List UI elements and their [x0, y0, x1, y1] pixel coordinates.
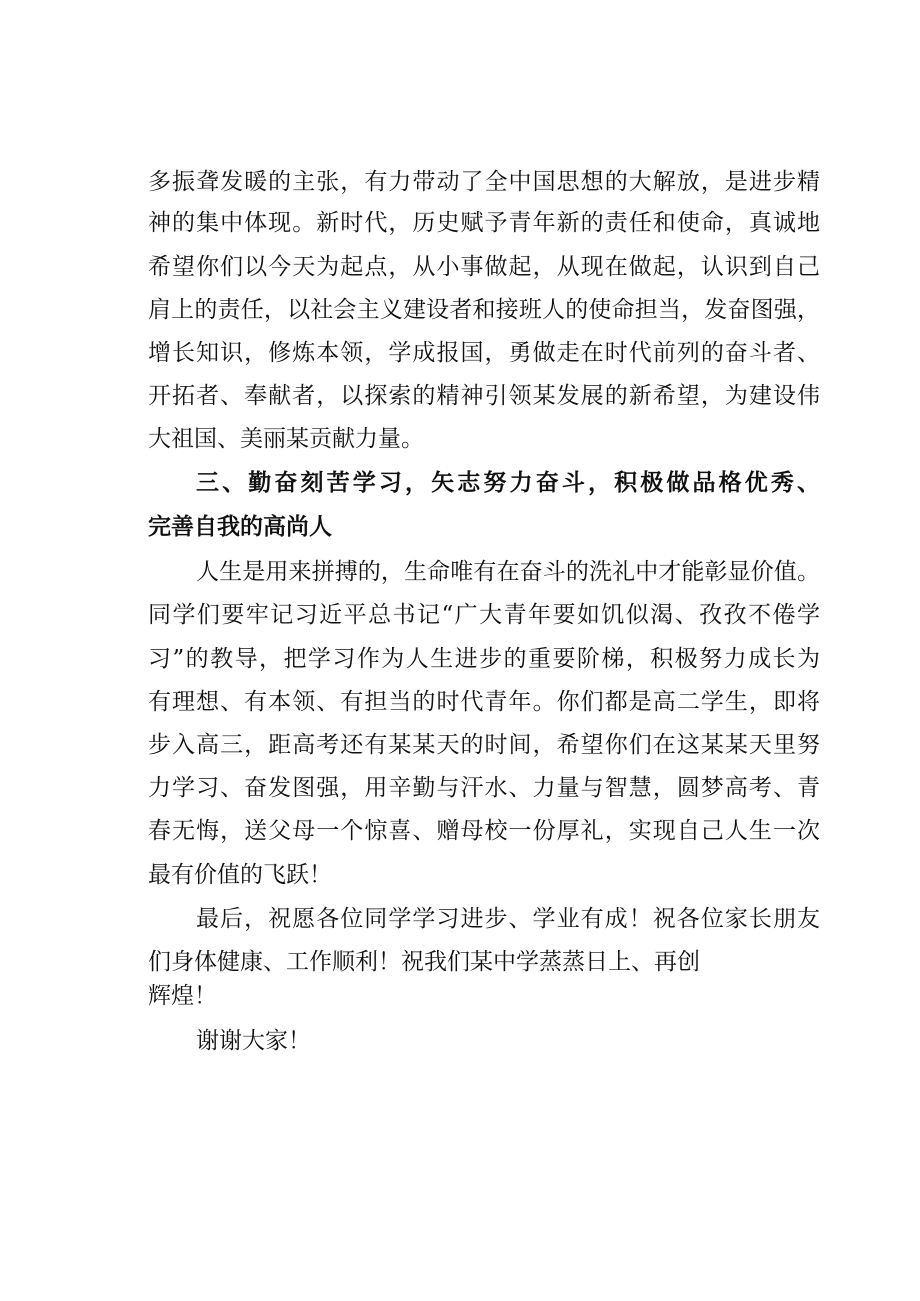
closing-line: 谢谢大家！: [196, 1028, 311, 1054]
paragraph-line: 多振聋发暖的主张，有力带动了全中国思想的大解放，是进步精: [148, 169, 820, 195]
paragraph-line: 增长知识，修炼本领，学成报国，勇做走在时代前列的奋斗者、: [148, 340, 820, 366]
paragraph-line: 们身体健康、工作顺利！祝我们某中学蒸蒸日上、再创: [148, 949, 700, 975]
paragraph-line: 力学习、奋发图强，用辛勤与汗水、力量与智慧，圆梦高考、青: [148, 775, 820, 801]
paragraph-line: 同学们要牢记习近平总书记“广大青年要如饥似渴、孜孜不倦学: [148, 602, 820, 628]
paragraph-line: 有理想、有本领、有担当的时代青年。你们都是高二学生，即将: [148, 689, 820, 715]
paragraph-line: 春无悔，送父母一个惊喜、赠母校一份厚礼，实现自己人生一次: [148, 818, 820, 844]
paragraph-line: 肩上的责任，以社会主义建设者和接班人的使命担当，发奋图强，: [148, 297, 820, 323]
paragraph-line: 希望你们以今天为起点，从小事做起，从现在做起，认识到自己: [148, 254, 820, 280]
paragraph-line: 神的集中体现。新时代，历史赋予青年新的责任和使命，真诚地: [148, 210, 820, 236]
paragraph-line: 辉煌！: [148, 983, 217, 1009]
paragraph-line: 开拓者、奉献者，以探索的精神引领某发展的新希望，为建设伟: [148, 383, 820, 409]
paragraph-line: 最有价值的飞跃！: [148, 862, 332, 888]
paragraph-line: 大祖国、美丽某贡献力量。: [148, 426, 424, 452]
paragraph-line: 习”的教导，把学习作为人生进步的重要阶梯，积极努力成长为: [148, 646, 820, 672]
paragraph-line: 步入高三，距高考还有某某天的时间，希望你们在这某某天里努: [148, 732, 820, 758]
section-heading: 三、勤奋刻苦学习，矢志努力奋斗，积极做品格优秀、: [196, 470, 820, 496]
paragraph-line: 最后，祝愿各位同学学习进步、学业有成！祝各位家长朋友: [196, 906, 820, 932]
paragraph-line: 人生是用来拼搏的，生命唯有在奋斗的洗礼中才能彰显价值。: [196, 559, 820, 585]
section-heading: 完善自我的高尚人: [148, 514, 332, 540]
